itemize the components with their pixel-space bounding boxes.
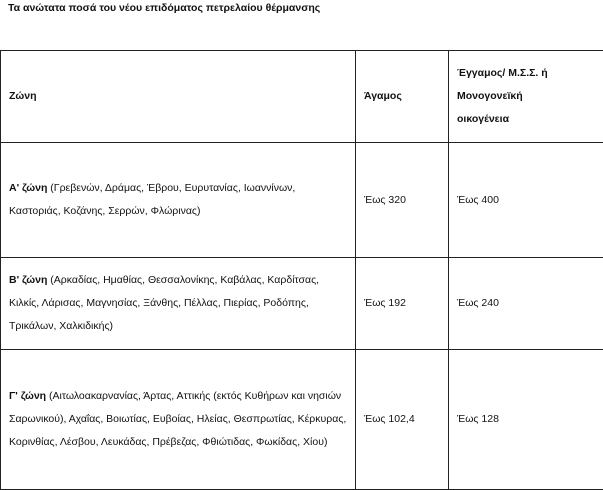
zone-cell [1,350,356,490]
single-amount: Έως 102,4 [356,350,449,490]
table-row [1,143,603,258]
header-single: Άγαμος [356,51,449,143]
zone-areas: (Αιτωλοακαρνανίας, Άρτας, Αττικής (εκτός Κυθήρων και νησιών Σαρωνικού), Αχαΐας, Βοιωτίας, Ευβοίας, Ηλείας, Θεσπρωτίας, Κέρκυρας, Κορινθίας, Λέσβου, Λευκάδας, Πρέβεζας, Φθιώτιδας, Φωκίδας, Χίου) [9,390,346,448]
zone-name: Α' ζώνη [9,182,47,194]
header-married-line-3: οικογένεια [457,108,596,131]
zone-cell [1,143,356,258]
table-header-row [1,51,603,143]
header-zone: Ζώνη [1,51,356,143]
married-amount: Έως 240 [449,258,603,350]
zone-areas: (Αρκαδίας, Ημαθίας, Θεσσαλονίκης, Καβάλας, Καρδίτσας, Κιλκίς, Λάρισας, Μαγνησίας, Ξάνθης, Πέλλας, Πιερίας, Ροδόπης, Τρικάλων, Χαλκιδικής) [9,274,319,332]
table-row [1,258,603,350]
single-amount: Έως 192 [356,258,449,350]
zone-cell [1,258,356,350]
table-row [1,350,603,490]
header-married-line-1: Έγγαμος/ Μ.Σ.Σ. ή [457,62,596,85]
married-amount: Έως 128 [449,350,603,490]
page-title: Τα ανώτατα ποσά του νέου επιδόματος πετρελαίου θέρμανσης [8,2,320,14]
header-married [449,51,603,143]
zone-name: Β' ζώνη [9,274,47,286]
subsidy-table [0,50,603,490]
single-amount: Έως 320 [356,143,449,258]
zone-areas: (Γρεβενών, Δράμας, Έβρου, Ευρυτανίας, Ιωαννίνων, Καστοριάς, Κοζάνης, Σερρών, Φλώρινας) [9,182,295,217]
header-married-line-2: Μονογονεϊκή [457,85,596,108]
married-amount: Έως 400 [449,143,603,258]
zone-name: Γ' ζώνη [9,390,46,402]
